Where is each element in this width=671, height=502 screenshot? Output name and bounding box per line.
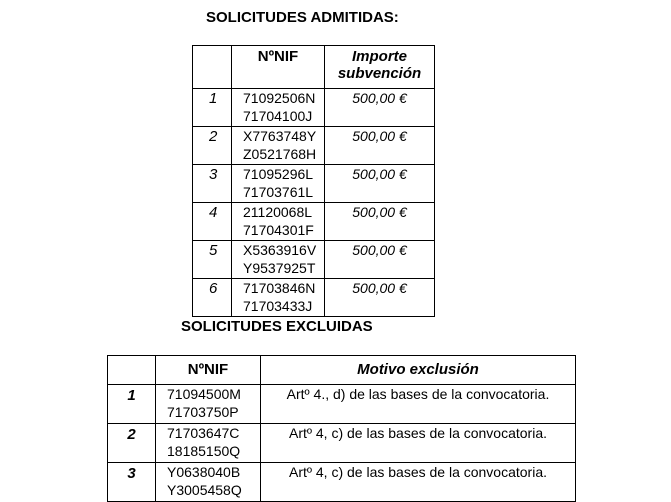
nif-secondary: Y9537925T xyxy=(243,260,316,276)
row-nif xyxy=(156,424,261,463)
excluded-rows xyxy=(108,385,576,502)
row-index: 3 xyxy=(193,165,232,203)
row-index: 2 xyxy=(193,127,232,165)
excluded-header-nif: NºNIF xyxy=(156,356,261,385)
admitted-title: SOLICITUDES ADMITIDAS: xyxy=(206,9,399,26)
row-nif xyxy=(232,279,325,317)
table-row xyxy=(193,127,435,165)
row-reason: Artº 4., d) de las bases de la convocatoria. xyxy=(261,385,576,424)
nif-primary: X7763748Y xyxy=(243,128,317,144)
nif-secondary: 71703750P xyxy=(167,404,239,420)
row-amount: 500,00 € xyxy=(325,165,435,203)
nif-primary: 71095296L xyxy=(243,166,314,182)
nif-secondary: Y3005458Q xyxy=(167,482,242,498)
table-row xyxy=(108,385,576,424)
nif-primary: X5363916V xyxy=(243,242,317,258)
table-row xyxy=(193,279,435,317)
row-reason: Artº 4, c) de las bases de la convocatoria. xyxy=(261,463,576,502)
row-reason: Artº 4, c) de las bases de la convocatoria. xyxy=(261,424,576,463)
table-row xyxy=(108,463,576,502)
row-nif xyxy=(232,165,325,203)
nif-secondary: 71704100J xyxy=(243,108,313,124)
excluded-table xyxy=(107,355,576,502)
nif-secondary: 71704301F xyxy=(243,222,314,238)
row-nif xyxy=(232,241,325,279)
row-index: 6 xyxy=(193,279,232,317)
nif-secondary: Z0521768H xyxy=(243,146,317,162)
nif-secondary: 71703433J xyxy=(243,298,313,314)
row-nif xyxy=(156,463,261,502)
nif-secondary: 18185150Q xyxy=(167,443,241,459)
nif-primary: Y0638040B xyxy=(167,464,241,480)
excluded-header-index xyxy=(108,356,156,385)
nif-primary: 71092506N xyxy=(243,90,316,106)
admitted-header-amount-line1: Importe xyxy=(351,48,407,65)
row-index: 3 xyxy=(108,463,156,502)
admitted-rows xyxy=(193,89,435,317)
excluded-title: SOLICITUDES EXCLUIDAS xyxy=(181,318,373,335)
table-row xyxy=(193,203,435,241)
row-amount: 500,00 € xyxy=(325,203,435,241)
table-row xyxy=(108,424,576,463)
nif-primary: 71094500M xyxy=(167,386,241,402)
row-amount: 500,00 € xyxy=(325,89,435,127)
row-nif xyxy=(232,89,325,127)
row-index: 5 xyxy=(193,241,232,279)
row-amount: 500,00 € xyxy=(325,127,435,165)
nif-primary: 21120068L xyxy=(243,204,313,220)
row-nif xyxy=(232,203,325,241)
row-amount: 500,00 € xyxy=(325,241,435,279)
admitted-header-row xyxy=(193,46,435,89)
admitted-header-nif: NºNIF xyxy=(232,46,325,89)
table-row xyxy=(193,241,435,279)
table-row xyxy=(193,165,435,203)
row-nif xyxy=(156,385,261,424)
row-index: 1 xyxy=(108,385,156,424)
admitted-header-amount-line2: subvención xyxy=(337,65,422,82)
row-nif xyxy=(232,127,325,165)
row-index: 2 xyxy=(108,424,156,463)
admitted-header-amount xyxy=(325,46,435,89)
table-row xyxy=(193,89,435,127)
row-index: 1 xyxy=(193,89,232,127)
nif-primary: 71703647C xyxy=(167,425,240,441)
row-amount: 500,00 € xyxy=(325,279,435,317)
nif-primary: 71703846N xyxy=(243,280,316,296)
row-index: 4 xyxy=(193,203,232,241)
excluded-header-reason: Motivo exclusión xyxy=(261,356,576,385)
admitted-header-index xyxy=(193,46,232,89)
excluded-header-row xyxy=(108,356,576,385)
admitted-table xyxy=(192,45,435,317)
nif-secondary: 71703761L xyxy=(243,184,314,200)
